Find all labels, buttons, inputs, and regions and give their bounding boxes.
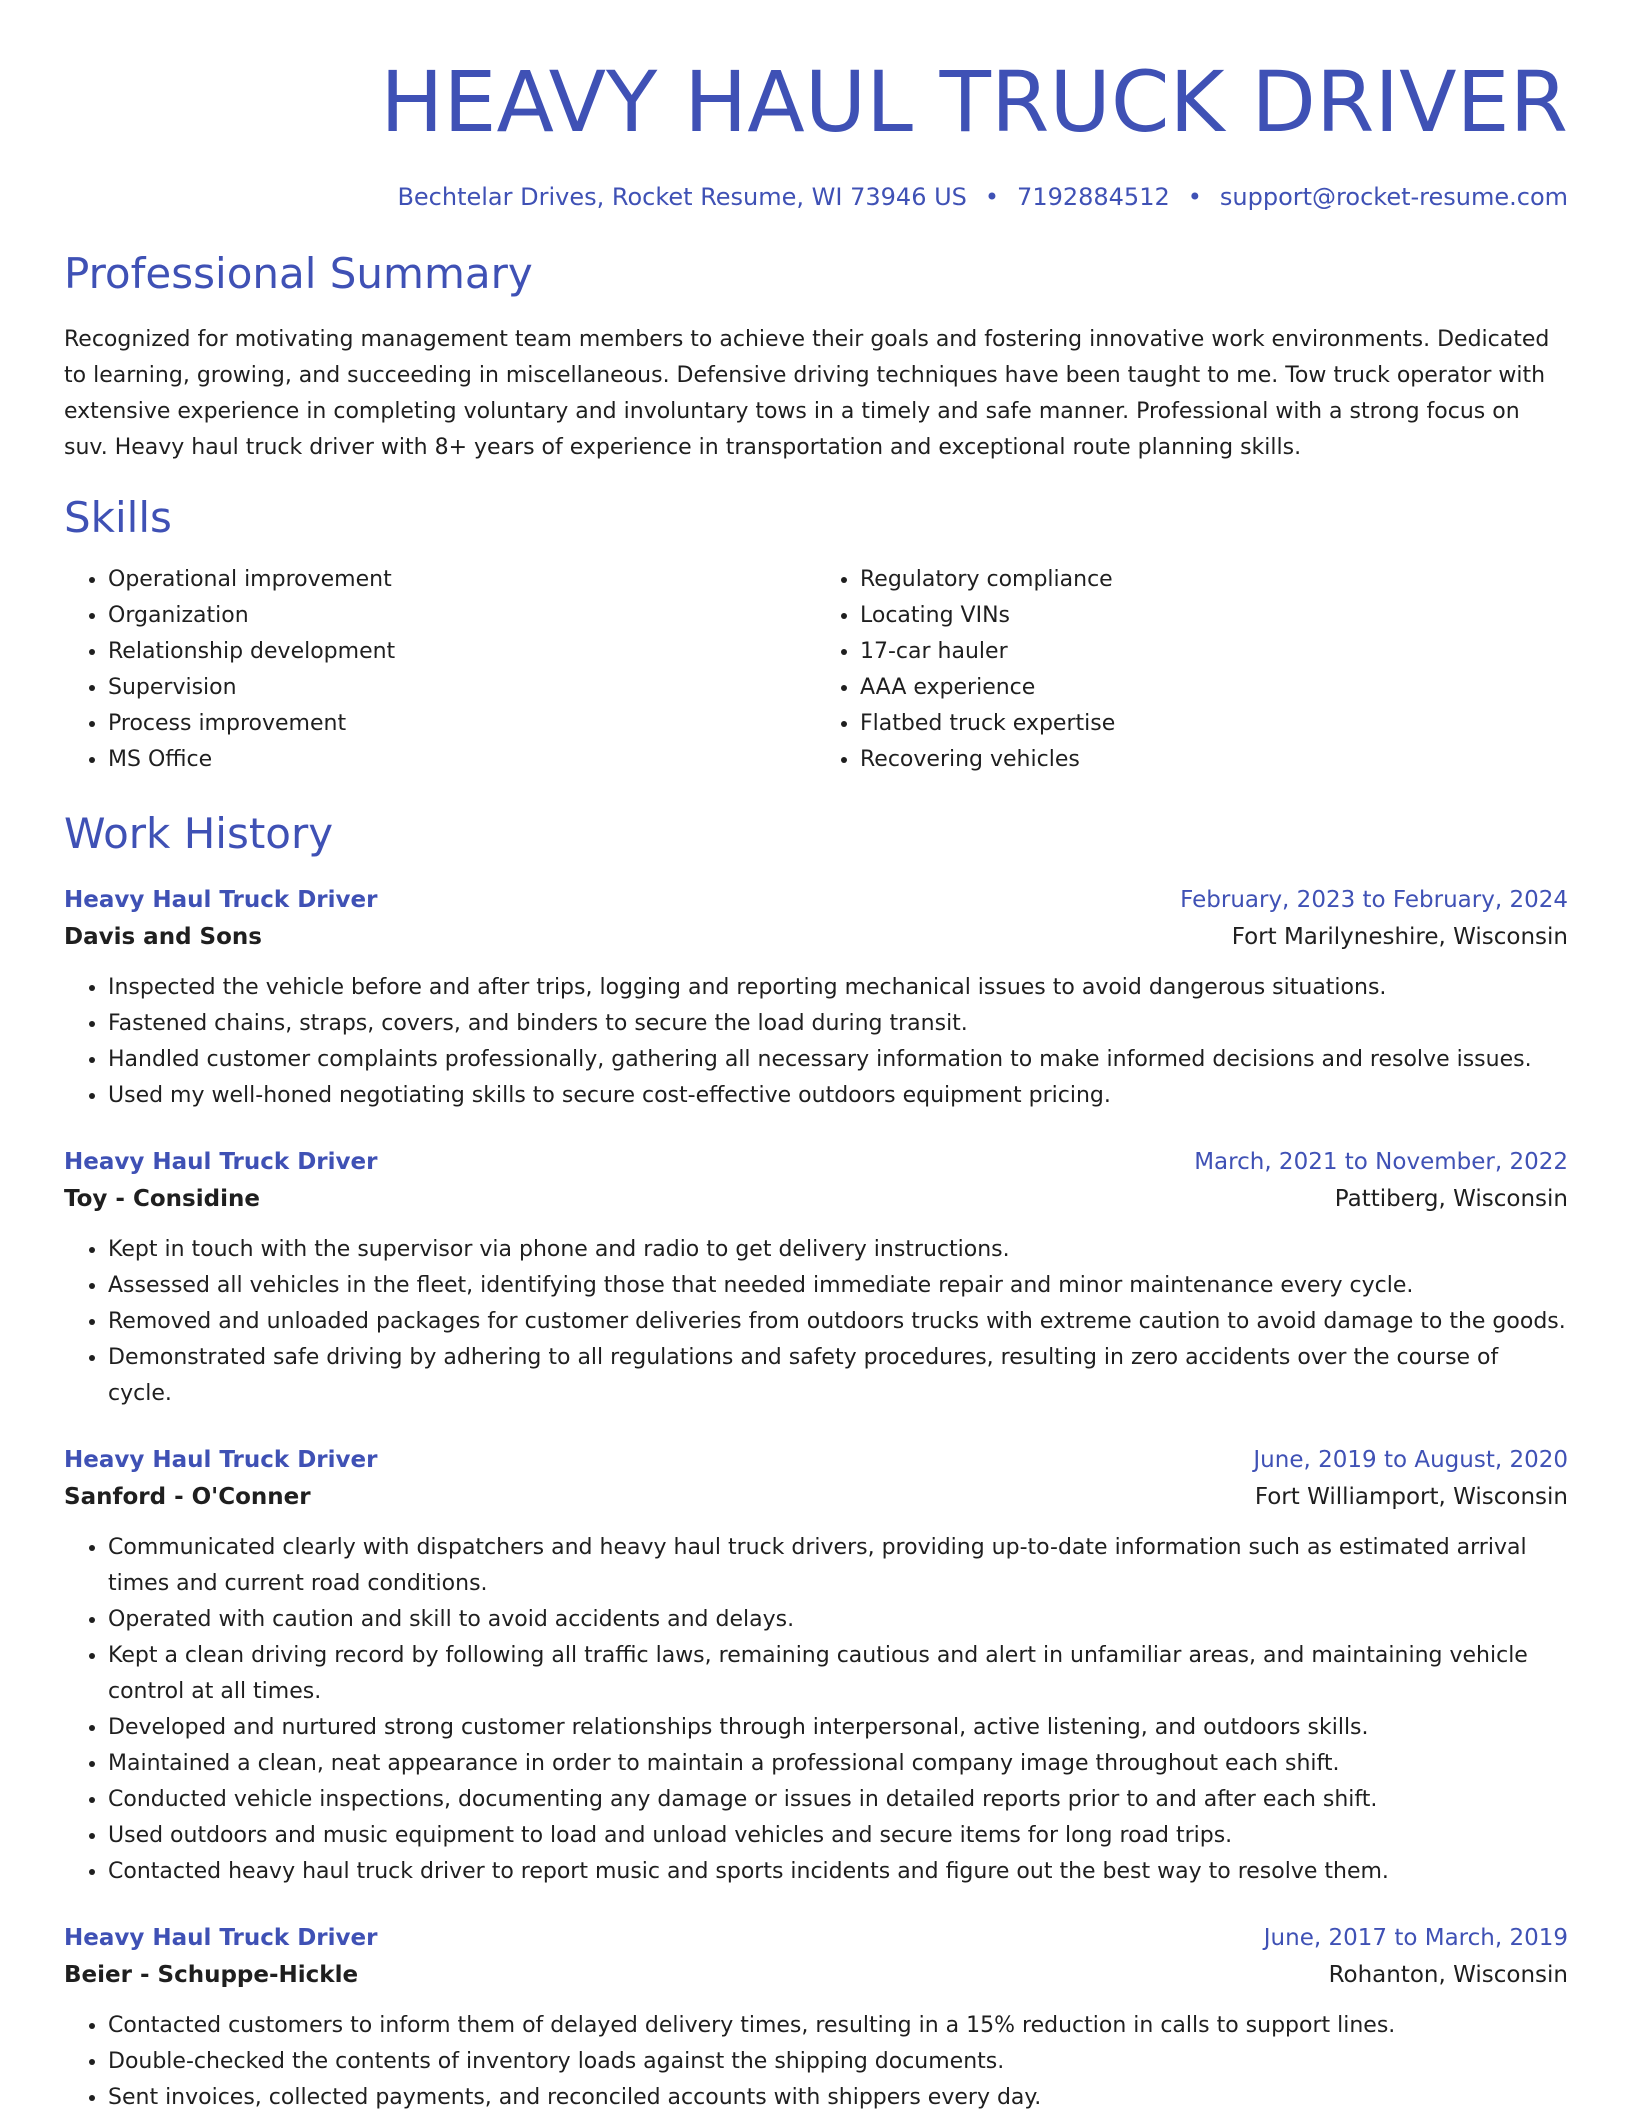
job-title: Heavy Haul Truck Driver (64, 1149, 378, 1175)
skills-column-right (816, 562, 1568, 778)
job-title-row (64, 882, 1568, 918)
job-location: Fort Marilyneshire, Wisconsin (1231, 924, 1568, 950)
skill-item: • Recovering vehicles (860, 742, 1568, 778)
skill-item: • Flatbed truck expertise (860, 706, 1568, 742)
job-bullet: • Double-checked the contents of inventory loads against the shipping documents. (108, 2044, 1568, 2080)
job-title-row (64, 1144, 1568, 1180)
contact-address: Bechtelar Drives, Rocket Resume, WI 73946 US (397, 183, 967, 211)
job-dates: March, 2021 to November, 2022 (1194, 1149, 1568, 1175)
skill-item: • Supervision (108, 670, 816, 706)
skill-item: • AAA experience (860, 670, 1568, 706)
skill-item: • 17-car hauler (860, 634, 1568, 670)
skill-item: • Relationship development (108, 634, 816, 670)
resume-header (64, 48, 1568, 214)
job-bullet: • Contacted customers to inform them of delayed delivery times, resulting in a 15% reduction in calls to support lines. (108, 2008, 1568, 2044)
summary-text: Recognized for motivating management team members to achieve their goals and fostering innovative work environments. Dedicated to learning, growing, and succeeding in miscellaneous. Defensive driving techniques have been taught to me. Tow truck operator with extensive experience in completing voluntary and involuntary tows in a timely and safe manner. Professional with a strong focus on suv. Heavy haul truck driver with 8+ years of experience in transportation and exceptional route planning skills. (64, 327, 1550, 460)
job-bullets (64, 970, 1568, 1114)
job-title-row (64, 1442, 1568, 1478)
job-bullet: • Handled customer complaints professionally, gathering all necessary information to make informed decisions and resolve issues. (108, 1042, 1568, 1078)
contact-separator: • (984, 183, 1000, 211)
job-location: Fort Williamport, Wisconsin (1254, 1484, 1568, 1510)
job-company-row (64, 1956, 1568, 1994)
job-company: Davis and Sons (64, 924, 262, 950)
job-bullet: • Removed and unloaded packages for customer deliveries from outdoors trucks with extreme caution to avoid damage to the goods. (108, 1304, 1568, 1340)
contact-line (64, 180, 1568, 214)
job-company: Sanford - O'Conner (64, 1484, 311, 1510)
skill-item: • Regulatory compliance (860, 562, 1568, 598)
job-bullet: • Fastened chains, straps, covers, and binders to secure the load during transit. (108, 1006, 1568, 1042)
job-bullet: • Kept in touch with the supervisor via phone and radio to get delivery instructions. (108, 1232, 1568, 1268)
job-bullet: • Kept a clean driving record by following all traffic laws, remaining cautious and alert in unfamiliar areas, and maintaining vehicle control at all times. (108, 1638, 1568, 1710)
skill-item: • Organization (108, 598, 816, 634)
contact-email: support@rocket-resume.com (1219, 183, 1568, 211)
job-location: Rohanton, Wisconsin (1328, 1962, 1568, 1988)
job-entry (64, 1442, 1568, 1890)
job-title: Heavy Haul Truck Driver (64, 887, 378, 913)
job-title-row (64, 1920, 1568, 1956)
job-bullets (64, 1530, 1568, 1890)
job-bullet: • Contacted heavy haul truck driver to report music and sports incidents and figure out the best way to resolve them. (108, 1854, 1568, 1890)
skills-column-left (64, 562, 816, 778)
work-history-heading: Work History (64, 809, 334, 858)
job-company-row (64, 1180, 1568, 1218)
job-bullet: • Developed and nurtured strong customer relationships through interpersonal, active listening, and outdoors skills. (108, 1710, 1568, 1746)
skills-heading: Skills (64, 493, 172, 542)
job-bullet: • Used my well-honed negotiating skills to secure cost-effective outdoors equipment pricing. (108, 1078, 1568, 1114)
job-location: Pattiberg, Wisconsin (1334, 1186, 1568, 1212)
skill-item: • Process improvement (108, 706, 816, 742)
job-entry (64, 1144, 1568, 1412)
job-bullet: • Inspected the vehicle before and after trips, logging and reporting mechanical issues to avoid dangerous situations. (108, 970, 1568, 1006)
job-title: Heavy Haul Truck Driver (64, 1925, 378, 1951)
job-entry (64, 882, 1568, 1114)
job-bullet: • Used outdoors and music equipment to load and unload vehicles and secure items for long road trips. (108, 1818, 1568, 1854)
job-bullet: • Conducted vehicle inspections, documenting any damage or issues in detailed reports prior to and after each shift. (108, 1782, 1568, 1818)
job-bullet: • Communicated clearly with dispatchers and heavy haul truck drivers, providing up-to-date information such as estimated arrival times and current road conditions. (108, 1530, 1568, 1602)
summary-heading: Professional Summary (64, 249, 533, 298)
job-company-row (64, 1478, 1568, 1516)
job-bullets (64, 2008, 1568, 2116)
job-bullet: • Maintained a clean, neat appearance in order to maintain a professional company image throughout each shift. (108, 1746, 1568, 1782)
job-dates: June, 2017 to March, 2019 (1263, 1925, 1568, 1951)
skills-grid (64, 562, 1568, 778)
job-company-row (64, 918, 1568, 956)
job-bullets (64, 1232, 1568, 1412)
job-entry (64, 1920, 1568, 2116)
job-bullet: • Assessed all vehicles in the fleet, identifying those that needed immediate repair and minor maintenance every cycle. (108, 1268, 1568, 1304)
job-title: Heavy Haul Truck Driver (64, 1447, 378, 1473)
skill-item: • Operational improvement (108, 562, 816, 598)
job-dates: February, 2023 to February, 2024 (1180, 887, 1568, 913)
job-bullet: • Operated with caution and skill to avoid accidents and delays. (108, 1602, 1568, 1638)
contact-separator: • (1187, 183, 1202, 211)
job-bullet: • Sent invoices, collected payments, and reconciled accounts with shippers every day. (108, 2080, 1568, 2116)
job-dates: June, 2019 to August, 2020 (1253, 1447, 1568, 1473)
skill-item: • Locating VINs (860, 598, 1568, 634)
resume-name: HEAVY HAUL TRUCK DRIVER (380, 53, 1568, 151)
job-company: Toy - Considine (64, 1186, 260, 1212)
job-bullet: • Demonstrated safe driving by adhering to all regulations and safety procedures, resulting in zero accidents over the course of cycle. (108, 1340, 1568, 1412)
skill-item: • MS Office (108, 742, 816, 778)
job-company: Beier - Schuppe-Hickle (64, 1962, 359, 1988)
contact-phone: 7192884512 (1017, 183, 1170, 211)
